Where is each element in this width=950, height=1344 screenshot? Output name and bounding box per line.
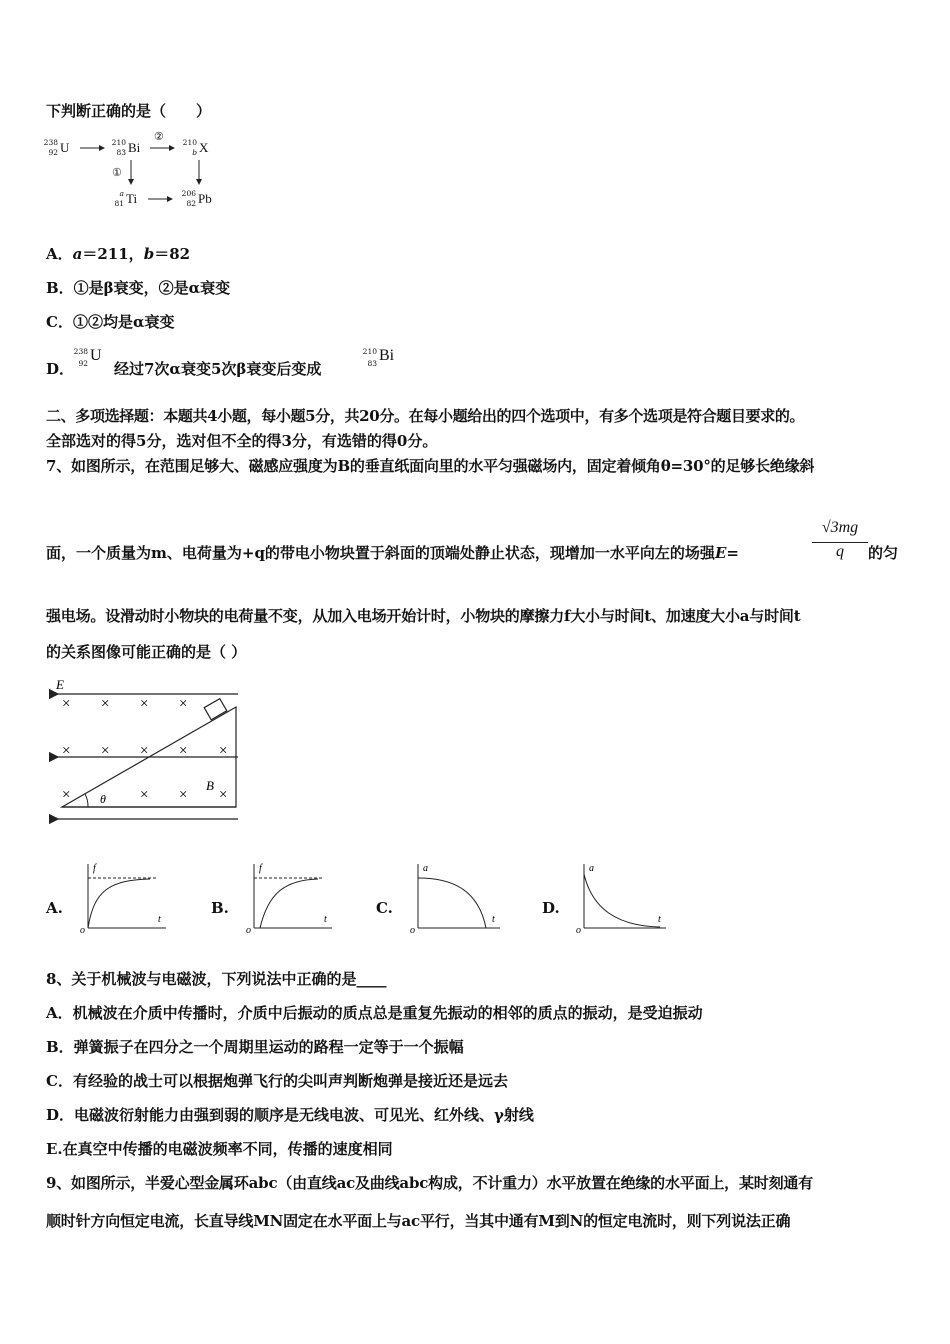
graph-b-ylabel: f <box>259 863 262 874</box>
q7-line3: 强电场。设滑动时小物块的电荷量不变，从加入电场开始计时，小物块的摩擦力f大小与时间t、加速度大小a与时间t <box>46 607 801 625</box>
q8-option-a: A．机械波在介质中传播时，介质中后振动的质点总是重复先振动的相邻的质点的振动，是受迫振动 <box>46 1004 703 1022</box>
incline-figure <box>44 676 244 826</box>
angle-arc <box>85 794 88 807</box>
cross-mark: × <box>101 743 110 759</box>
q8-option-d: D．电磁波衍射能力由强到弱的顺序是无线电波、可见光、红外线、γ射线 <box>46 1106 534 1124</box>
q7-line4: 的关系图像可能正确的是（ ） <box>46 643 247 661</box>
decay-arrows <box>44 132 244 212</box>
x-mass: 210 <box>182 138 197 147</box>
q6-option-b: B．①是β衰变，②是α衰变 <box>46 279 231 297</box>
section2-line2: 全部选对的得5分，选对但不全的得3分，有选错的得0分。 <box>46 432 438 450</box>
graph-d-curve <box>584 874 660 927</box>
cross-mark: × <box>140 787 149 803</box>
graph-c-curve <box>418 878 486 928</box>
graph-a-ylabel: f <box>93 863 96 874</box>
bi-z: 83 <box>116 148 126 157</box>
graph-b-xlabel: t <box>324 914 327 925</box>
ti-symbol: Ti <box>126 191 138 206</box>
decay-chain-diagram <box>44 132 244 212</box>
graph-d-ylabel: a <box>589 863 594 874</box>
cross-mark: × <box>62 696 71 712</box>
cross-mark: × <box>62 787 71 803</box>
cross-mark: × <box>219 787 228 803</box>
pb-symbol: Pb <box>198 191 212 206</box>
graph-b-origin: o <box>246 925 251 935</box>
graph-a-origin: o <box>80 925 85 935</box>
graph-c-xlabel: t <box>492 914 495 925</box>
bi-mass: 210 <box>111 138 126 147</box>
q8-option-b: B．弹簧振子在四分之一个周期里运动的路程一定等于一个振幅 <box>46 1038 464 1056</box>
graph-b-option: B. <box>211 899 229 917</box>
graph-c-option: C. <box>376 899 393 917</box>
step1-label: ① <box>112 167 122 179</box>
u-mass: 238 <box>43 138 58 147</box>
q7-line1: 7、如图所示，在范围足够大、磁感应强度为B的垂直纸面向里的水平匀强磁场内，固定着倾角θ=30°的足够长绝缘斜 <box>46 457 815 475</box>
q6-option-d-nuclide-u: 238 92 U <box>73 347 102 368</box>
cross-mark: × <box>179 696 188 712</box>
q8-option-c: C．有经验的战士可以根据炮弹飞行的尖叫声判断炮弹是接近还是远去 <box>46 1072 508 1090</box>
graph-a <box>80 860 170 935</box>
ti-mass: a <box>119 189 124 198</box>
fraction-denominator: q <box>836 543 844 560</box>
q8-stem: 8、关于机械波与电磁波，下列说法中正确的是____ <box>46 970 387 988</box>
q8-option-e: E.在真空中传播的电磁波频率不同，传播的速度相同 <box>46 1140 393 1158</box>
u-symbol: U <box>60 140 70 155</box>
bi-symbol: Bi <box>128 140 141 155</box>
cross-mark: × <box>219 743 228 759</box>
q6-option-d-nuclide-bi: 210 83 Bi <box>362 347 395 368</box>
graph-b <box>246 860 336 935</box>
b-field-label: B <box>206 778 214 793</box>
graph-a-xlabel: t <box>158 914 161 925</box>
q9-line1: 9、如图所示，半爱心型金属环abc（由直线ac及曲线abc构成，不计重力）水平放置在绝缘的水平面上，某时刻通有 <box>46 1174 813 1192</box>
e-field-label: E <box>56 677 64 692</box>
q6-stem: 下判断正确的是（ ） <box>46 102 212 120</box>
u-z: 92 <box>48 148 58 157</box>
magnetic-field-crosses <box>62 696 227 803</box>
cross-mark: × <box>140 696 149 712</box>
graph-c-ylabel: a <box>423 863 428 874</box>
cross-mark: × <box>179 743 188 759</box>
x-z: b <box>192 148 197 157</box>
graph-d-xlabel: t <box>658 914 661 925</box>
theta-label: θ <box>100 792 106 806</box>
pb-mass: 206 <box>181 189 196 198</box>
cross-mark: × <box>140 743 149 759</box>
cross-mark: × <box>62 743 71 759</box>
q6-option-d: D． <box>46 360 75 378</box>
graph-a-curve <box>88 879 150 928</box>
cross-mark: × <box>179 787 188 803</box>
graph-d <box>576 860 671 935</box>
graph-c <box>410 860 505 935</box>
charged-block <box>204 699 227 720</box>
q7-line2: 面，一个质量为m、电荷量为+q的带电小物块置于斜面的顶端处静止状态，现增加一水平向左的场强E= <box>46 544 739 562</box>
fraction-numerator: √3mg <box>821 519 859 536</box>
q6-option-c: C．①②均是α衰变 <box>46 313 175 331</box>
x-symbol: X <box>199 140 209 155</box>
graph-a-option: A. <box>46 899 63 917</box>
graph-d-option: D. <box>542 899 560 917</box>
step2-label: ② <box>154 131 164 143</box>
graph-c-origin: o <box>410 925 415 935</box>
pb-z: 82 <box>186 199 196 208</box>
q6-option-a: A．a＝211，b＝82 <box>46 245 191 263</box>
q9-line2: 顺时针方向恒定电流，长直导线MN固定在水平面上与ac平行，当其中通有M到N的恒定电流时，则下列说法正确 <box>46 1212 791 1230</box>
field-strength-fraction <box>812 519 868 561</box>
ti-z: 81 <box>114 199 124 208</box>
section2-line1: 二、多项选择题：本题共4小题，每小题5分，共20分。在每小题给出的四个选项中，有多个选项是符合题目要求的。 <box>46 407 805 425</box>
graph-d-origin: o <box>576 925 581 935</box>
q7-line2-tail: 的匀 <box>868 544 899 562</box>
cross-mark: × <box>101 696 110 712</box>
q6-option-d-text: 经过7次α衰变5次β衰变后变成 <box>114 360 322 378</box>
graph-b-curve <box>260 879 318 928</box>
